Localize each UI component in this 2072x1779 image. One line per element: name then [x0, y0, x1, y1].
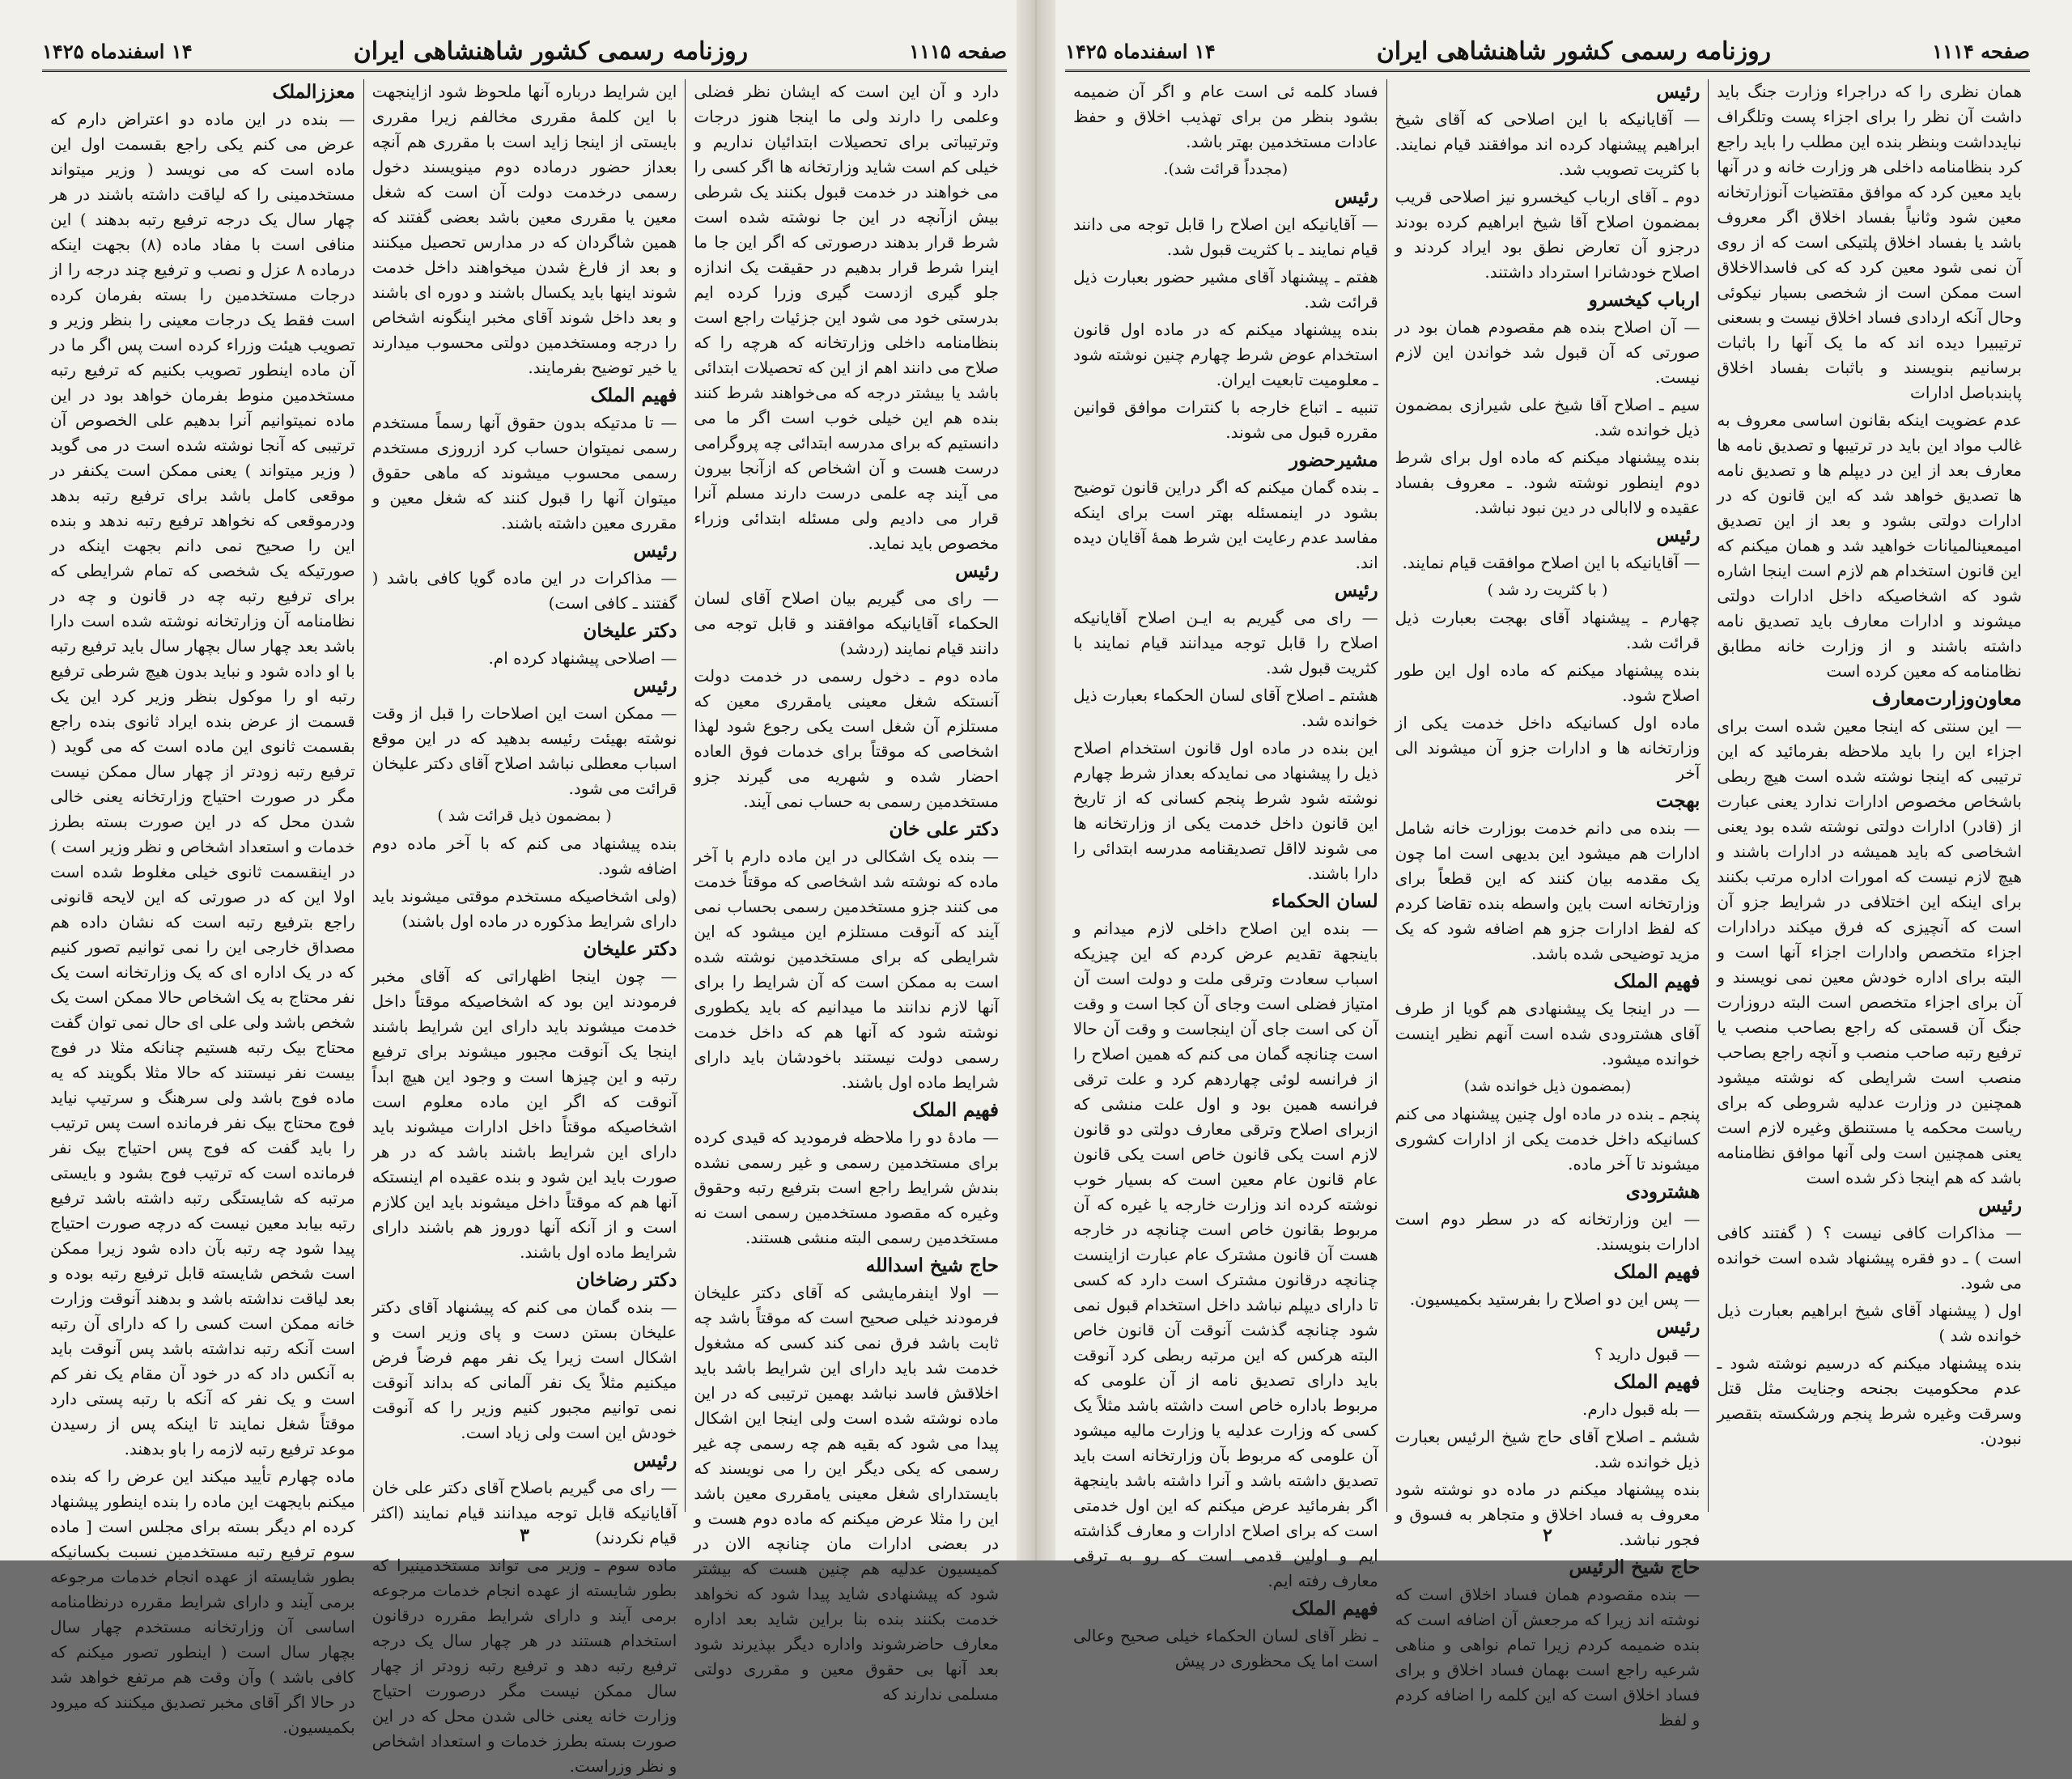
right-page-number: صفحه ۱۱۱۴ — [1932, 39, 2030, 63]
speaker-name: رئیس — [1656, 524, 1700, 546]
paragraph: پنجم ـ بنده در ماده اول چنین پیشنهاد می کنم کسانیکه داخل خدمت یکی از ادارات کشوری میشوند تا آخر ماده. — [1395, 1104, 1700, 1174]
paragraph: ماده اول کسانیکه داخل خدمت یکی از وزارتخانه ها و ادارات جزو آن میشوند الی آخر — [1395, 713, 1700, 783]
speaker-name: فهیم الملک — [1613, 1371, 1700, 1393]
left-page-title: روزنامه رسمی کشور شاهنشاهی ایران — [353, 36, 749, 66]
paragraph: دوم ـ آقای ارباب کیخسرو نیز اصلاحی قریب بمضمون اصلاح آقا شیخ ابراهیم کرده بودند درجزو آن تعارض نطق بود ایراد کردند و اصلاح خودشانرا استرداد داشتند. — [1395, 187, 1700, 282]
text-column — [1065, 79, 1386, 1671]
left-page-columns — [42, 79, 1007, 1776]
paragraph: — آقایانیکه این اصلاح را قابل توجه می دانند قیام نمایند ـ با کثریت قبول شد. — [1072, 214, 1378, 259]
right-page-header — [1065, 32, 2030, 72]
paragraph: — تا مدتیکه بدون حقوق آنها رسماً مستخدم رسمی نمیتوان حساب کرد ازروزی مستخدم رسمی محسوب میشوند که ماهی حقوق میتوان آنها را قبول کنند که شغل معین و مقرری معین داشته باشند. — [372, 413, 677, 533]
paragraph: ماده سوم ـ وزیر می تواند مستخدمینیرا که بطور شایسته از عهده انجام خدمات مرجوعه برمی آیند و دارای شرایط مقرره درقانون استخدام هستند در هر چهار سال یک درجه ترفیع رتبه دهد و ترفیع رتبه زودتر از چهار سال ممکن نیست مگر درصورت احتیاج وزارت خانه یعنی خالی شدن محل که در این صورت بسته بطرز خدمات و استعداد اشخاص و نظر وزراست. — [372, 1556, 677, 1776]
paragraph: — رای می گیریم بیان اصلاح آقای لسان الحکماء آقایانیکه موافقند و قابل توجه می دانند قیام نمایند (ردشد) — [694, 588, 999, 658]
paragraph: ماده دوم ـ دخول رسمی در خدمت دولت آنستکه شغل معینی یامقرری معین که مستلزم آن شغل است یکی رجوع شود لهذا اشخاصی که موقتاً برای خدمات فوق العاده احضار شده و شهریه می گیرند جزو مستخدمین رسمی به حساب نمی آیند. — [694, 666, 999, 811]
text-column — [685, 79, 1007, 1704]
paragraph: — مذاکرات در این ماده گویا کافی باشد ( گفتند ـ کافی است) — [372, 568, 677, 613]
paragraph: — بنده مقصودم همان فساد اخلاق است که نوشته اند زیرا که مرجعش آن اضافه است که بنده ضمیمه کردم زیرا تمام نواهی و مناهی شرعیه راجع است بهمان فساد اخلاق و برای فساد اخلاق است که این کلمه را اضافه کردم و لفظ — [1395, 1585, 1700, 1730]
paragraph: هفتم ـ پیشنهاد آقای مشیر حضور بعبارت ذیل قرائت شد. — [1072, 267, 1378, 312]
speaker-name: معاون‌وزارت‌معارف — [1871, 688, 2022, 710]
paragraph: — مادهٔ دو را ملاحظه فرمودید که قیدی کرده برای مستخدمین رسمی و غیر رسمی نشده بندش شرایط راجع است بترفیع رتبه وحقوق وغیره که مقصود مستخدمین رسمی است نه مستخدمین رسمی البته منشی هستند. — [694, 1127, 999, 1247]
speaker-name: رئیس — [1656, 81, 1700, 103]
paragraph: — بنده در این ماده دو اعتراض دارم که عرض می کنم یکی راجع بقسمت اول این ماده است که می نویسد ( وزیر میتواند مستخدمینی را که لیاقت داشته باشند در هر چهار سال یک درجه ترفیع رتبه بدهند ) این منافی است با مفاد ماده (۸) بجهت اینکه درماده ۸ عزل و نصب و ترفیع چند درجه را از درجات مستخدمین را بسته بفرمان کرده است فقط یک درجات معینی را بنظر وزیر و تصویب هیئت وزراء کرده است پس اگر ما در آن ماده اینطور تصویب بکنیم که ترفیع رتبه مستخدمین منوط بفرمان خواهد بود در این ماده نمیتوانیم آنرا بدهیم علی الخصوص آن ترتیبی که آنجا نوشته شده است در می گوید ( وزیر میتواند ) یعنی ممکن است یکنفر در موقعی کامل باشد برای ترفیع رتبه بدهد ودرموقعی که نخواهد ترفیع رتبه ندهد و بنده این را صحیح نمی دانم بجهت اینکه در صورتیکه یک شخصی که تمام شرایطی که برای ترفیع رتبه چه در قانون و چه در نظامنامه آن وزارتخانه نوشته شده است دارا باشد بعد چهار سال بچهار سال باید ترفیع رتبه با او داده شود و نباید بدون هیچ شرطی ترفیع رتبه او را موکول بنظر وزیر کرد این یک قسمت از عرض بنده ایراد ثانوی بنده راجع بقسمت ثانوی این ماده است که می گوید ( ترفیع رتبه زودتر از چهار سال ممکن نیست مگر در صورت احتیاج وزارتخانه یعنی خالی شدن محل که در این صورت بسته بطرز خدمات و استعداد اشخاص و نظر وزیر است ) در اینقسمت ثانوی خیلی مغلوط شده است اولا این که در صورتی که این لایحه قانونی راجع بترفیع رتبه است که نشان داده هم مصداق خارجی این را نمی توانیم تصور کنیم که در یک اداره ای که یک وزارتخانه است یک نفر محتاج به یک اشخاص حالا ممکن است یک شخص باشد ولی علی ای حال نمی توان گفت محتاج بیک رتبه هستیم چنانکه مثلا در فوج بیست نفر نیستند که حالا مثلا بگویند که یه ماده فوج باشد ولی سرهنگ و سرتیپ نیاید فوج محتاج بیک نفر فرمانده است پس ترتیب را باید گفت که فوج پس احتیاج بیک نفر فرمانده است که ترتیب فوج بشود و بایستی مرتبه که شایستگی رتبه داشته باشد ترفیع رتبه بیابد معین نیست که درچه صورت احتیاج پیدا شود چه رتبه بآن داده شود زیرا ممکن است شخص شایسته قابل ترفیع رتبه بوده و بعد لیاقت نداشته باشد و بدهند آنوقت وزارت خانه ممکن است کسی را که دارای آن رتبه است آنکه رتبه نداشته باشد پس آنوقت باید به آنکس داد که در خود آن مقام یک نفر کم است و یک نفر که آنکه با رتبه پستی دارد موقتاً شغل نمایند تا اینکه پس از رسیدن موعد ترفیع رتبه لازمه را باو بدهند. — [49, 109, 355, 1458]
paragraph: — آقایانیکه با این اصلاح موافقت قیام نمایند. — [1402, 553, 1700, 572]
paragraph: — بنده گمان می کنم که پیشنهاد آقای دکتر علیخان بستن دست و پای وزیر است و اشکال است زیرا یک نفر مهم فرضاً فرض میکنیم مثلاً یک نفر آلمانی که بداند آنوقت نمی توانیم مجبور کنیم وزیر را که آنوقت خودش این است ولی زیاد است. — [372, 1297, 677, 1442]
paragraph: — مذاکرات کافی نیست ؟ ( گفتند کافی است ) ـ دو فقره پیشنهاد شده است خوانده می شود. — [1717, 1223, 2022, 1293]
left-page-footer: ۳ — [520, 1525, 529, 1546]
text-column — [1708, 79, 2030, 1512]
paragraph: فساد کلمه ئی است عام و اگر آن ضمیمه بشود بنظر من برای تهذیب اخلاق و حفظ عادات مستخدمین بهتر باشد. — [1072, 82, 1378, 151]
right-page — [1055, 0, 2040, 1730]
paragraph: — رای می گیریم به ایـن اصلاح آقایانیکه اصلاح را قابل توجه میدانند قیام نمایند با کثریت قبول شد. — [1072, 608, 1378, 677]
paragraph: عدم عضویت اینکه بقانون اساسی معروف به غالب مواد این باید در ترتیبها و تصدیق نامه ها معارف بعد از این در دیپلم ها و تصدیق نامه ها تصدیق خواهد شد که این قانون که در ادارات دولتی بشود و بعد از این تصدیق امیمعینالمیانات خواهید شد و همان میکنم که این قانون استخدام هم لازم است اینجا اشاره شود که اشخاصیکه داخل ادارات دولتی میشوند و ادارات معارف باید تصدیق نامه داشته باشند و از وزارت خانه مطابق نظامنامه که معین کرده است — [1717, 410, 2022, 681]
speaker-name: رئیس — [1334, 186, 1378, 208]
speaker-name: فهیم الملک — [1613, 1261, 1700, 1283]
speaker-name: دکتر علیخان — [583, 620, 677, 642]
paragraph: سیم ـ اصلاح آقا شیخ علی شیرازی بمضمون ذیل خوانده شد. — [1395, 395, 1700, 439]
paragraph: همان نظری را که دراجراء وزارت جنگ باید داشت آن نظر را برای اجزاء پست وتلگراف نبایدداشت وبنظر بنده این مطلب را باید راجع کرد بنظامنامه داخلی هر وزارت خانه و در آنها باید معین کرد که موافق مقتضیات آنوزارتخانه معین شود وثانیاً بفساد اخلاق اگر معروف باشد یا بفساد اخلاق پلتیکی است که از روی آن نمی شود معین کرد که کی فاسدالاخلاق است ممکن است از شخصی بسیار نیکوئی وحال آنکه اردادی فساد اخلاق نیست و بسعنی ترتیبیرا دیده اند که ما یک آنها را باثبات برسانیم بنویسند و باثبات بفساد اخلاق پابندباصل ادارات — [1717, 82, 2022, 402]
paragraph: — بله قبول دارم. — [1582, 1399, 1700, 1419]
paragraph: بنده پیشنهاد میکنم که درسیم نوشته شود ـ عدم محکومیت بجنحه وجنایت مثل قتل وسرقت وغیره شرط پنجم ورشکسته بتقصیر نبودن. — [1717, 1353, 2022, 1448]
speaker-name: رئیس — [1334, 580, 1378, 601]
paragraph: چهارم ـ پیشنهاد آقای بهجت بعبارت ذیل قرائت شد. — [1395, 608, 1700, 652]
speaker-name: حاج شیخ الرئیس — [1569, 1556, 1700, 1578]
right-page-date: ۱۴ اسفندماه ۱۴۲۵ — [1065, 39, 1216, 63]
paragraph: بنده پیشنهاد میکنم که ماده اول این طور اصلاح شود. — [1395, 660, 1700, 705]
paragraph: بنده پیشنهاد میکنم در ماده دو نوشته شود معروف به فساد اخلاق و متجاهر به فسوق و فجور نباشد. — [1395, 1480, 1700, 1549]
speaker-name: مشیرحضور — [1289, 449, 1378, 471]
speaker-name: معززالملک — [272, 81, 355, 103]
paragraph: ششم ـ اصلاح آقای حاج شیخ الرئیس بعبارت ذیل خوانده شد. — [1395, 1427, 1700, 1471]
paragraph: (ولی اشخاصیکه مستخدم موقتی میشوند باید دارای شرایط مذکوره در ماده اول باشند) — [372, 886, 677, 931]
speaker-name: دکتر علی خان — [889, 818, 999, 840]
speaker-name: فهیم الملک — [590, 384, 677, 406]
speaker-name: ارباب کیخسرو — [1588, 289, 1700, 311]
paragraph: این شرایط درباره آنها ملحوظ شود ازاینجهت با این کلمهٔ مقرری مخالفم زیرا مقرری بایستی از اینجا زاید است با مقرری هم آنچه بعداز حضور درماده دوم مینویسند دخول رسمی درخدمت دولت آن است که شغل معین یا مقرری معین باشد بعضی گفتند که همین شاگردان که در مدارس تحصیل میکنند و بعد از فارغ شدن میخواهند داخل خدمت شوند اینها باید یکسال باشند و دوره ای باشند و بعد داخل شوند آقای مخبر اینگونه اشخاص را درجه ومستخدمین دولتی محسوب میدارند یا خیر توضیح بفرمایند. — [372, 82, 677, 377]
right-page-title: روزنامه رسمی کشور شاهنشاهی ایران — [1376, 36, 1772, 66]
speaker-name: دکتر علیخان — [583, 938, 677, 960]
paragraph: بنده پیشنهاد میکنم که در ماده اول قانون استخدام عوض شرط چهارم چنین نوشته شود ـ معلومیت تابعیت ایران. — [1072, 320, 1378, 389]
paragraph: — این وزارتخانه که در سطر دوم است ادارات بنویسند. — [1395, 1209, 1700, 1254]
left-page — [32, 0, 1017, 1776]
text-column — [42, 79, 363, 1737]
speaker-name: فهیم الملک — [1613, 970, 1700, 992]
paragraph: — بنده یک اشکالی در این ماده دارم با آخر ماده که نوشته شد اشخاصی که موقتاً خدمت می کنند جزو مستخدمین رسمی بحساب نمی آیند که آنوقت مستلزم این میشود که این شرایطی که برای مستخدمین نوشته شده است به ممکن است که آن شرایط را برای آنها لازم ندانند ما میدانیم که باید یکطوری نوشته شود که آنها هم که داخل خدمت رسمی دولت نیستند باخودشان باید دارای شرایط ماده اول باشند. — [694, 847, 999, 1092]
speaker-name: هشترودی — [1625, 1181, 1700, 1203]
speaker-name: فهیم الملک — [1291, 1598, 1378, 1620]
speaker-name: بهجت — [1655, 790, 1700, 812]
paragraph: بنده پیشنهاد می کنم که با آخر ماده دوم اضافه شود. — [372, 834, 677, 878]
paragraph: تنبیه ـ اتباع خارجه با کنترات موافق قوانین مقرره قبول می شوند. — [1072, 397, 1378, 442]
speaker-name: رئیس — [633, 675, 677, 697]
parenthetical-note: ( با کثریت رد شد ) — [1487, 581, 1608, 599]
paragraph: ماده چهارم تأیید میکند این عرض را که بنده میکنم بایجهت این ماده را بنده اینطور پیشنهاد کرده ام دیگر بسته برای مجلس است [ ماده سوم ترفیع رتبه مستخدمین نسبت بکسانیکه بطور شایسته از عهده انجام خدمات مرجوعه برمی آیند و دارای شرایط مقرره درنظامنامه اساسی آن وزارتخانه مستخدم چهار سال بچهار سال است ( اینطور تصور میکنم که کافی باشد ) وآن وقت هم مرتفع خواهد شد در حالا اگر آقای مخبر تصدیق میکنند که میرود بکمیسیون. — [49, 1467, 355, 1737]
paragraph: — اصلاحی پیشنهاد کرده ام. — [488, 648, 677, 668]
paragraph: — چون اینجا اظهاراتی که آقای مخبر فرمودند این بود که اشخاصیکه موقتاً داخل خدمت میشوند باید دارای این شرایط باشند اینجا یک آنوقت مجبور میشوند برای ترفیع رتبه و این چیزها است و وجود این هیچ ابداً آنوقت که اگر این ماده معلوم است اشخاصیکه موقتاً داخل ادارات میشوند باید دارای این شرایط باشند باشد که در هر صورت باید این شود و بنده عقیده ام اینستکه آنها هم که موقتاً داخل میشوند باید این کلازم است و از آنکه آنها دوروز هم باشند دارای شرایط ماده اول باشند. — [372, 966, 677, 1262]
left-page-number: صفحه ۱۱۱۵ — [909, 39, 1007, 63]
paragraph: — بنده می دانم خدمت بوزارت خانه شامل ادارات هم میشود این بدیهی است اما چون یک مقدمه بیان کنند که این قطعاً برای وزارتخانه است باین واسطه بنده تقاضا کردم که لفظ ادارات جزو هم اضافه شود که یک مزید توضیحی شده باشد. — [1395, 818, 1700, 963]
paragraph: این بنده در ماده اول قانون استخدام اصلاح ذیل را پیشنهاد می نمایدکه بعداز شرط چهارم نوشته شود شرط پنجم کسانی که از تاریخ این قانون داخل خدمت یکی از وزارتخانه ها می شوند لااقل تصدیقنامه مدرسه ابتدائی را دارا باشند. — [1072, 738, 1378, 883]
right-page-footer: ۲ — [1543, 1525, 1552, 1546]
paragraph: — رای می گیریم باصلاح آقای دکتر علی خان آقایانیکه قابل توجه میدانند قیام نمایند (اکثر قیام نکردند) — [372, 1478, 677, 1548]
paragraph: — قبول دارید ؟ — [1594, 1344, 1700, 1364]
paragraph: ـ بنده گمان میکنم که اگر دراین قانون توضیح بشود در اینمسئله بهتر است برای اینکه مفاسد عدم رعایت این شرط همهٔ آقایان دیده اند. — [1072, 478, 1378, 572]
paragraph: هشتم ـ اصلاح آقای لسان الحکماء بعبارت ذیل خوانده شد. — [1072, 686, 1378, 730]
parenthetical-note: (بمضمون ذیل خوانده شد) — [1463, 1077, 1632, 1095]
paragraph: ـ نظر آقای لسان الحکماء خیلی صحیح وعالی است اما یک محظوری در پیش — [1072, 1626, 1378, 1671]
paragraph: — بنده این اصلاح داخلی لازم میدانم و باینجهة تقدیم عرض کردم که این چیزیکه اسباب سعادت وترقی ملت و دولت است آن امتیاز فضلی است وجای آن کجا است و وقت آن کی است جای آن اینجاست و وقت آن حالا است چنانچه گمان می کنم که همین اصلاح را از فرانسه لوئی چهاردهم کرد و علت ترقی فرانسه همین بود و اول علت منشی که ازبرای اصلاح وترقی معارف دولتی دو قانون لازم است یکی قانون خاص است یکی قانون عام قانون عام معین است که بسیار خوب نوشته کرده اند وزارت خارجه یا غیره که آن مربوط بقانون خاص است چنانچه در خارجه هست آن قانون مشترک عام عبارت ازاینست چنانچه درقانون مشترک است دارد که کسی تا دارای دیپلم نباشد داخل استخدام قبول نمی شود چنانچه گذشت آنوقت آن قانون خاص البته هرکس که این مرتبه ربطی کرد آنوقت باید دارای تصدیق نامه از آن علومی که مربوط باداره خاص است داشته باشد مثلاً یک کسی که وزارت عدلیه یا وزارت مالیه میشود آن علومی که مربوط بآن وزارتخانه است باید تصدیق داشته باشد و آنرا داشته باشد باینجهة اگر بفرمائید عرض میکنم که این اول خدمتی است که برای اصلاح ادارات و معارف گذاشته ایم و اولین قدمی است که رو به ترقی معارف رفته ایم. — [1072, 919, 1378, 1590]
text-column — [1386, 79, 1709, 1730]
paragraph: بنده پیشنهاد میکنم که ماده اول برای شرط دوم اینطور نوشته شود. ـ معروف بفساد عقیده و لاابالی در دین نبود نباشد. — [1395, 448, 1700, 517]
left-page-header — [42, 32, 1007, 72]
paragraph: — این سنتی که اینجا معین شده است برای اجزاء این را باید ملاحظه بفرمائید که این ترتیبی که اینجا نوشته شده است هیچ ربطی باشخاص مخصوص ادارات ندارد یعنی عبارت از (قادر) ادارات دولتی نوشته شده بود یعنی اشخاصی که باید همیشه در ادارات باشند و هیچ لازم نیست که امورات اداره مرتب بکنند برای اینکه این اختلافی در شرایط جزو آن است که آنچیزی که فرق میکند درادارات اجزاء متخصص وادارات اجزاء آنها است و البته برای اداره خودش معین نمی نویسند و آن برای اجزاء متخصص است البته دروزارت جنگ آن قسمتی که راجع بصاحب منصب یا ترفیع رتبه صاحب منصب و آنچه راجع بصاحب منصب است شرایطی که نوشته میشود همچنین در وزارت عدلیه شروطی که برای ریاست محکمه یا مستنطق وغیره لازم است یعنی همچنین است ولی آنها موافق نظامنامه باشد که هم اینجا ذکر شده است — [1717, 716, 2022, 1187]
paragraph: — آن اصلاح بنده هم مقصودم همان بود در صورتی که آن قبول شد خواندن این لازم نیست. — [1395, 317, 1700, 387]
right-page-columns — [1065, 79, 2030, 1730]
speaker-name: دکتر رضاخان — [575, 1269, 677, 1291]
book-gutter — [1017, 0, 1055, 1560]
paragraph: — پس این دو اصلاح را بفرستید بکمیسیون. — [1409, 1289, 1700, 1309]
speaker-name: فهیم الملک — [912, 1099, 999, 1121]
speaker-name: حاج شیخ اسدالله — [865, 1255, 999, 1276]
paragraph: اول ( پیشنهاد آقای شیخ ابراهیم بعبارت ذیل خوانده شد ) — [1717, 1301, 2022, 1345]
paragraph: — ممکن است این اصلاحات را قبل از وقت نوشته بهیئت رئیسه بدهید که در این موقع اسباب معطلی نباشد اصلاح آقای دکتر علیخان قرائت می شود. — [372, 703, 677, 798]
paragraph: — در اینجا یک پیشنهادی هم گویا از طرف آقای هشترودی شده است آنهم نظیر اینست خوانده میشود. — [1395, 999, 1700, 1068]
speaker-name: رئیس — [1656, 1316, 1700, 1338]
speaker-name: رئیس — [955, 560, 999, 582]
speaker-name: لسان الحکماء — [1272, 890, 1378, 912]
left-page-date: ۱۴ اسفندماه ۱۴۲۵ — [42, 39, 193, 63]
paragraph: — اولا اینفرمایشی که آقای دکتر علیخان فرمودند خیلی صحیح است که موقتاً باشد چه ثابت باشد فرق نمی کند کسی که مشغول خدمت شد باید دارای این شرایط باشد باید اخلاقش فاسد نباشد بهمین ترتیبی که در این ماده نوشته شده است ولی اینجا این اشکال پیدا می شود که بقیه هم چه رسمی چه غیر رسمی که یکی دیگر این را می نویسند که بایستدارای شغل معینی یامقرری معین باشد این را مثلا عرض میکنم که ماده دوم هست و در بعضی ادارات مان چنانچه الان در کمیسیون عدلیه هم چنین هست که بیشتر شود که پیشنهادی شاید پیدا شود که نخواهد خدمت بکنند بنده بنا براین شاید بعد اداره معارف حاضرشوند واداره دیگر بپذیرند شود بعد آنها بی حقوق معین و مقرری دولتی مسلمی ندارند که — [694, 1283, 999, 1704]
text-column — [363, 79, 686, 1776]
paragraph: دارد و آن این است که ایشان نظر فضلی وعلمی را دارند ولی ما اینجا هنوز درجات وترتیباتی برای تحصیلات ابتدائیان نداریم و خیلی کم است شاید وزارتخانه ها اگر کسی را می خواهند در خدمت قبول بکنند یک شرطی بیش ازآنچه در این جا نوشته شده است شرط قرار بدهند درصورتی که اگر این جا ما اینرا شرط قرار بدهیم در حقیقت یک اندازه جلو گیری ازدست گیری وزرا کرده ایم بدرستی خود می شود این جزئیات راجع است بنظامنامه داخلی وزارتخانه که هرچه را که صلاح می دانند اهم از این که تحصیلات ابتدائی باشد یا بیشتر درجه که می‌خواهند شرط کنند بنده هم این خیلی خوب است اگر ما می دانستیم که برای مدرسه ابتدائی چه پروگرامی درست هست و آن اشخاص که ازآنجا بیرون می آیند چه علمی درست دارند مسلم آنرا قرار می دادیم ولی مسئله ابتدائی وزراء مخصوص باید نماید. — [694, 82, 999, 553]
parenthetical-note: ( بمضمون ذیل قرائت شد ) — [437, 807, 612, 825]
speaker-name: رئیس — [1978, 1195, 2022, 1216]
speaker-name: رئیس — [633, 540, 677, 562]
speaker-name: رئیس — [633, 1450, 677, 1471]
paragraph: — آقایانیکه با این اصلاحی که آقای شیخ ابراهیم پیشنهاد کرده اند موافقند قیام نمایند. با کثریت تصویب شد. — [1395, 109, 1700, 179]
parenthetical-note: (مجدداً قرائت شد). — [1163, 160, 1289, 178]
